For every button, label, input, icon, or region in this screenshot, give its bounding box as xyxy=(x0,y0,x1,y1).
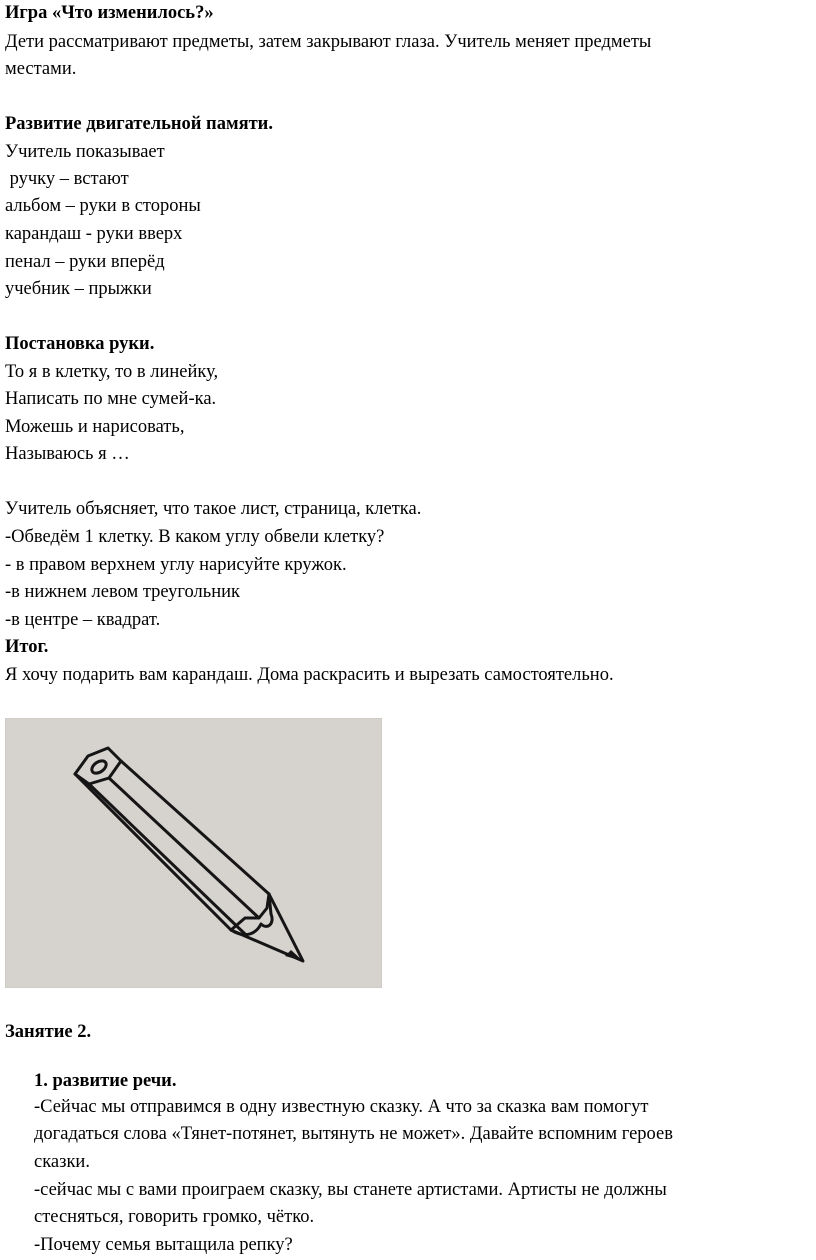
game-text-line-2: местами. xyxy=(5,59,77,79)
list-number: 1. xyxy=(34,1071,48,1091)
pencil-drawing-icon xyxy=(5,718,382,988)
riddle-line: Можешь и нарисовать, xyxy=(5,417,185,437)
teacher-line: -в нижнем левом треугольник xyxy=(5,582,240,602)
riddle-line: Написать по мне сумей-ка. xyxy=(5,389,217,409)
result-text: Я хочу подарить вам карандаш. Дома раскрасить и вырезать самостоятельно. xyxy=(5,665,614,685)
motor-line: учебник – прыжки xyxy=(5,279,152,299)
speech-line: -Сейчас мы отправимся в одну известную сказку. А что за сказка вам помогут xyxy=(34,1097,649,1117)
riddle-line: То я в клетку, то в линейку, xyxy=(5,362,219,382)
teacher-line: - в правом верхнем углу нарисуйте кружок. xyxy=(5,555,347,575)
motor-line: Учитель показывает xyxy=(5,142,165,162)
motor-memory-title: Развитие двигательной памяти. xyxy=(5,114,273,134)
speech-line: -сейчас мы с вами проиграем сказку, вы станете артистами. Артисты не должны xyxy=(34,1180,667,1200)
hand-position-title: Постановка руки. xyxy=(5,334,155,354)
riddle-line: Называюсь я … xyxy=(5,444,130,464)
motor-line: пенал – руки вперёд xyxy=(5,252,165,272)
teacher-line: Учитель объясняет, что такое лист, страница, клетка. xyxy=(5,499,422,519)
speech-line: догадаться слова «Тянет-потянет, вытянуть не может». Давайте вспомним героев xyxy=(34,1124,673,1144)
speech-title: развитие речи. xyxy=(52,1071,177,1091)
motor-line: карандаш - руки вверх xyxy=(5,224,183,244)
result-title: Итог. xyxy=(5,637,49,657)
teacher-line: -в центре – квадрат. xyxy=(5,610,161,630)
speech-line: стесняться, говорить громко, чётко. xyxy=(34,1207,315,1227)
game-title: Игра «Что изменилось?» xyxy=(5,3,214,23)
teacher-line: -Обведём 1 клетку. В каком углу обвели клетку? xyxy=(5,527,385,547)
game-text-line-1: Дети рассматривают предметы, затем закрывают глаза. Учитель меняет предметы xyxy=(5,32,652,52)
speech-line: сказки. xyxy=(34,1152,90,1172)
pencil-image xyxy=(5,718,382,988)
speech-development-heading xyxy=(34,1068,176,1095)
motor-line: ручку – встают xyxy=(5,169,129,189)
lesson-2-title: Занятие 2. xyxy=(5,1022,92,1042)
motor-line: альбом – руки в стороны xyxy=(5,196,201,216)
speech-line: -Почему семья вытащила репку? xyxy=(34,1235,293,1255)
